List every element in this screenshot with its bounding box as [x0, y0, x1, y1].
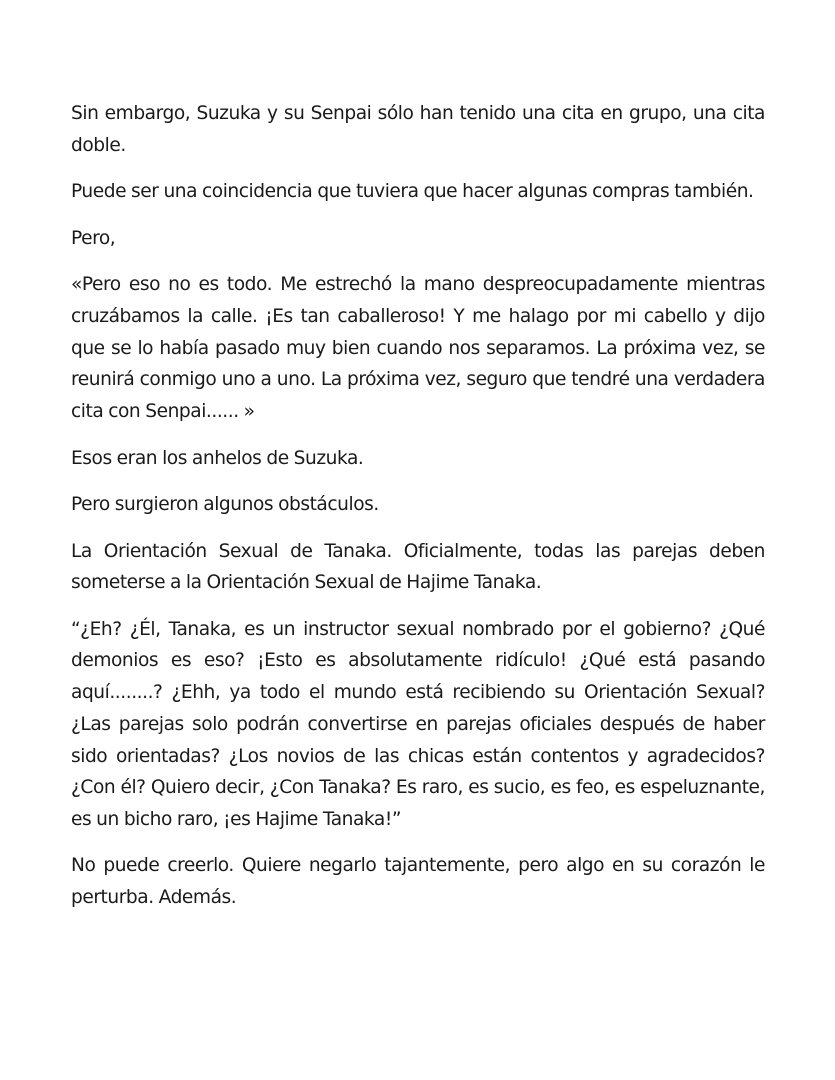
- paragraph: “¿Eh? ¿Él, Tanaka, es un instructor sexual nombrado por el gobierno? ¿Qué demonios es eso? ¡Esto es absolutamente ridículo! ¿Qué está pasando aquí........? ¿Ehh, ya todo el mundo está recibiendo su Orientación Sexual? ¿Las parejas solo podrán convertirse en parejas oficiales después de haber sido orientadas? ¿Los novios de las chicas están contentos y agradecidos? ¿Con él? Quiero decir, ¿Con Tanaka? Es raro, es sucio, es feo, es espeluznante, es un bicho raro, ¡es Hajime Tanaka!”: [71, 618, 765, 830]
- paragraph: Pero surgieron algunos obstáculos.: [71, 494, 379, 516]
- paragraph: «Pero eso no es todo. Me estrechó la mano despreocupadamente mientras cruzábamos la calle. ¡Es tan caballeroso! Y me halago por mi cabello y dijo que se lo había pasado muy bien cuando nos separamos. La próxima vez, se reunirá conmigo uno a uno. La próxima vez, seguro que tendré una verdadera cita con Senpai...... »: [71, 274, 765, 423]
- paragraph: No puede creerlo. Quiere negarlo tajantemente, pero algo en su corazón le perturba. Además.: [71, 855, 765, 909]
- document-body: [71, 98, 765, 929]
- paragraph: Pero,: [71, 227, 116, 249]
- paragraph: Esos eran los anhelos de Suzuka.: [71, 447, 364, 469]
- paragraph: Sin embargo, Suzuka y su Senpai sólo han tenido una cita en grupo, una cita doble.: [71, 103, 765, 156]
- paragraph: Puede ser una coincidencia que tuviera que hacer algunas compras también.: [71, 181, 754, 203]
- paragraph: La Orientación Sexual de Tanaka. Oficialmente, todas las parejas deben someterse a la Orientación Sexual de Hajime Tanaka.: [71, 540, 765, 594]
